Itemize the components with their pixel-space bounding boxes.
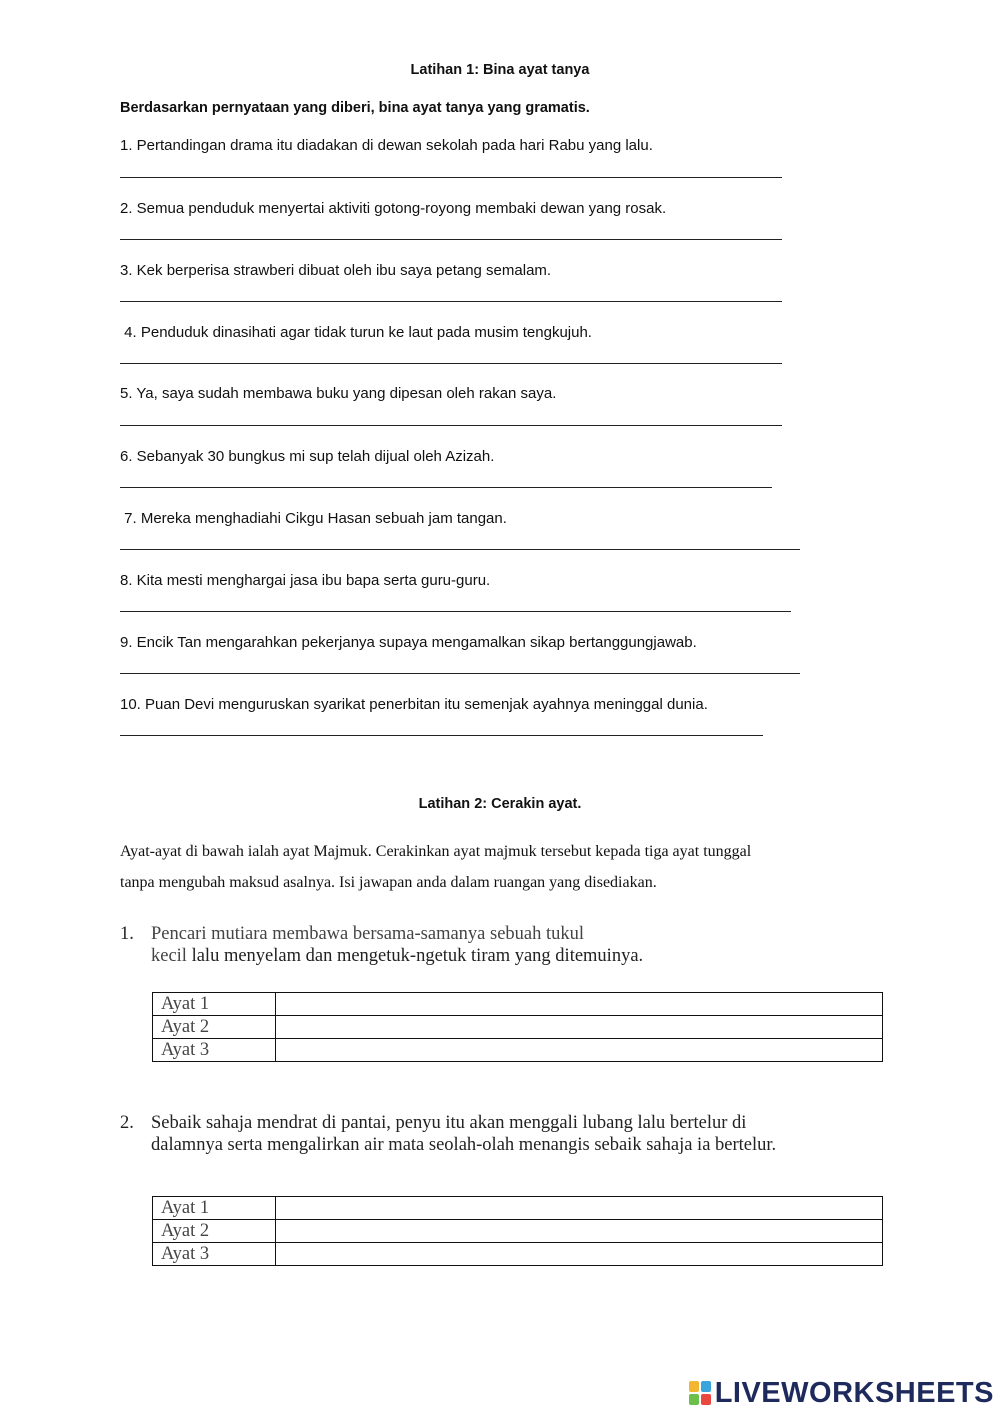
row-label: Ayat 2 xyxy=(153,1220,276,1243)
answer-line-10[interactable] xyxy=(120,735,763,736)
ayat-1-answer-cell[interactable] xyxy=(276,993,883,1016)
answer-line-7[interactable] xyxy=(120,549,800,550)
table-row xyxy=(153,1197,883,1220)
answer-line-4[interactable] xyxy=(120,363,782,364)
latihan1-question-7: 7. Mereka menghadiahi Cikgu Hasan sebuah jam tangan. xyxy=(120,510,507,527)
table-row xyxy=(153,993,883,1016)
ayat-3-answer-cell[interactable] xyxy=(276,1243,883,1266)
latihan1-question-6: 6. Sebanyak 30 bungkus mi sup telah dijual oleh Azizah. xyxy=(120,448,495,465)
latihan2-q1-line2a: kecil xyxy=(151,946,187,966)
latihan2-q1-line2 xyxy=(151,945,891,967)
logo-text: LIVEWORKSHEETS xyxy=(714,1376,994,1409)
latihan2-instruction xyxy=(120,836,880,898)
latihan2-instruction-line2: tanpa mengubah maksud asalnya. Isi jawapan anda dalam ruangan yang disediakan. xyxy=(120,874,657,891)
latihan1-question-10: 10. Puan Devi menguruskan syarikat penerbitan itu semenjak ayahnya meninggal dunia. xyxy=(120,696,708,713)
answer-line-9[interactable] xyxy=(120,673,800,674)
latihan2-q2-answer-table xyxy=(152,1196,883,1266)
logo-square xyxy=(689,1381,699,1392)
logo-square xyxy=(701,1381,711,1392)
latihan1-question-2: 2. Semua penduduk menyertai aktiviti gotong-royong membaki dewan yang rosak. xyxy=(120,200,667,217)
latihan1-question-5: 5. Ya, saya sudah membawa buku yang dipesan oleh rakan saya. xyxy=(120,385,557,402)
answer-line-6[interactable] xyxy=(120,487,772,488)
latihan2-q2-text xyxy=(151,1112,911,1156)
table-row xyxy=(153,1039,883,1062)
ayat-3-answer-cell[interactable] xyxy=(276,1039,883,1062)
row-label: Ayat 3 xyxy=(153,1039,276,1062)
latihan2-q1-answer-table xyxy=(152,992,883,1062)
latihan1-instruction: Berdasarkan pernyataan yang diberi, bina ayat tanya yang gramatis. xyxy=(120,100,590,116)
latihan2-q2-number: 2. xyxy=(120,1113,134,1133)
latihan2-q2-line1: Sebaik sahaja mendrat di pantai, penyu itu akan menggali lubang lalu bertelur di xyxy=(151,1113,747,1133)
latihan1-title: Latihan 1: Bina ayat tanya xyxy=(410,62,590,78)
logo-mark-icon xyxy=(689,1381,711,1405)
answer-line-3[interactable] xyxy=(120,301,782,302)
answer-line-1[interactable] xyxy=(120,177,782,178)
answer-line-8[interactable] xyxy=(120,611,791,612)
latihan1-question-3: 3. Kek berperisa strawberi dibuat oleh ibu saya petang semalam. xyxy=(120,262,552,279)
answer-line-2[interactable] xyxy=(120,239,782,240)
latihan2-q1-number: 1. xyxy=(120,924,134,944)
ayat-1-answer-cell[interactable] xyxy=(276,1197,883,1220)
row-label: Ayat 1 xyxy=(153,993,276,1016)
latihan1-question-1: 1. Pertandingan drama itu diadakan di dewan sekolah pada hari Rabu yang lalu. xyxy=(120,137,653,154)
logo-square xyxy=(701,1394,711,1405)
table-row xyxy=(153,1220,883,1243)
row-label: Ayat 1 xyxy=(153,1197,276,1220)
answer-line-5[interactable] xyxy=(120,425,782,426)
liveworksheets-logo xyxy=(689,1378,994,1408)
latihan2-q1-text xyxy=(151,923,891,967)
latihan2-q1-line1: Pencari mutiara membawa bersama-samanya sebuah tukul xyxy=(151,924,585,944)
logo-square xyxy=(689,1394,699,1405)
ayat-2-answer-cell[interactable] xyxy=(276,1220,883,1243)
latihan2-q1-line2b: lalu menyelam dan mengetuk-ngetuk tiram yang ditemuinya. xyxy=(186,946,644,966)
ayat-2-answer-cell[interactable] xyxy=(276,1016,883,1039)
latihan1-question-4: 4. Penduduk dinasihati agar tidak turun ke laut pada musim tengkujuh. xyxy=(120,324,592,341)
row-label: Ayat 2 xyxy=(153,1016,276,1039)
latihan2-q2-line2: dalamnya serta mengalirkan air mata seolah-olah menangis sebaik sahaja ia bertelur. xyxy=(151,1135,777,1155)
latihan2-title: Latihan 2: Cerakin ayat. xyxy=(418,796,582,812)
latihan1-question-8: 8. Kita mesti menghargai jasa ibu bapa serta guru-guru. xyxy=(120,572,491,589)
table-row xyxy=(153,1243,883,1266)
row-label: Ayat 3 xyxy=(153,1243,276,1266)
table-row xyxy=(153,1016,883,1039)
latihan2-instruction-line1: Ayat-ayat di bawah ialah ayat Majmuk. Cerakinkan ayat majmuk tersebut kepada tiga ayat tunggal xyxy=(120,843,752,860)
latihan1-question-9: 9. Encik Tan mengarahkan pekerjanya supaya mengamalkan sikap bertanggungjawab. xyxy=(120,634,697,651)
